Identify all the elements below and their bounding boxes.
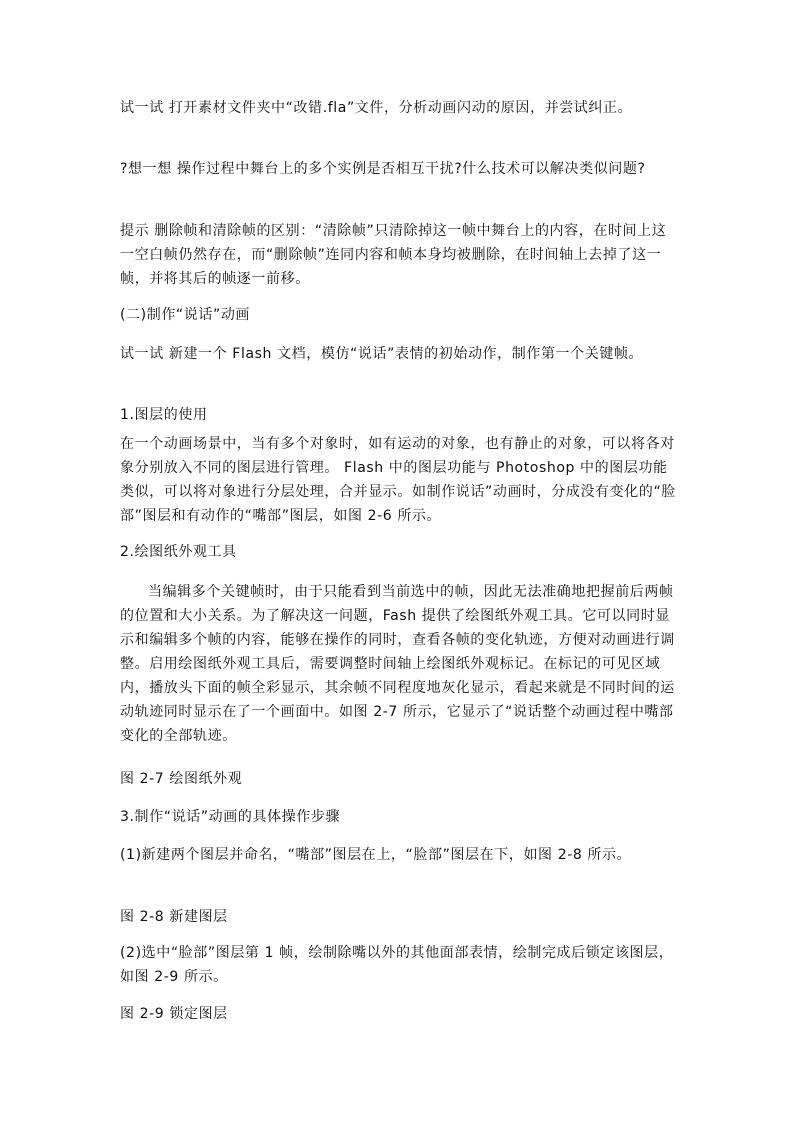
paragraph-layer-description: 在一个动画场景中，当有多个对象时，如有运动的对象，也有静止的对象，可以将各对象分别放入不同的图层进行管理。 Flash 中的图层功能与 Photoshop 中的图层功能类似，可以将对象进行分层处理，合并显示。如制作说话”动画时，分成没有变化的“脸部”图层和有动作的“嘴部”图层，如图 2-6 所示。 <box>120 436 676 524</box>
paragraph-think-instances: ?想一想 操作过程中舞台上的多个实例是否相互干扰?什么技术可以解决类似问题? <box>120 161 646 177</box>
paragraph-try-fix-flicker: 试一试 打开素材文件夹中“改错.fla”文件，分析动画闪动的原因，并尝试纠正。 <box>120 100 633 116</box>
subheading-onion-skin: 2.绘图纸外观工具 <box>120 544 237 560</box>
paragraph-tip-delete-clear-frame: 提示 删除帧和清除帧的区别：“清除帧”只清除掉这一帧中舞台上的内容，在时间上这一空白帧仍然存在，而“删除帧”连同内容和帧本身均被删除，在时间轴上去掉了这一帧，并将其后的帧逐一前移。 <box>120 223 667 287</box>
paragraph-step-2: (2)选中“脸部”图层第 1 帧，绘制除嘴以外的其他面部表情，绘制完成后锁定该图层，如图 2-9 所示。 <box>120 945 674 985</box>
paragraph-try-new-flash-doc: 试一试 新建一个 Flash 文档，模仿“说话”表情的初始动作，制作第一个关键帧。 <box>120 346 644 362</box>
figure-caption-2-9: 图 2-9 锁定图层 <box>120 1006 228 1022</box>
figure-caption-2-8: 图 2-8 新建图层 <box>120 909 228 925</box>
subheading-talk-steps: 3.制作“说话”动画的具体操作步骤 <box>120 809 341 825</box>
paragraph-onion-skin-description: 当编辑多个关键帧时，由于只能看到当前选中的帧，因此无法准确地把握前后两帧的位置和大小关系。为了解决这一问题，Fash 提供了绘图纸外观工具。它可以同时显示和编辑多个帧的内容，能够在操作的同时，查看各帧的变化轨迹，方便对动画进行调整。启用绘图纸外观工具后，需要调整时间轴上绘图纸外观标记。在标记的可见区域内，播放头下面的帧全彩显示，其余帧不同程度地灰化显示，看起来就是不同时间的运动轨迹同时显示在了一个画面中。如图 2-7 所示，它显示了“说话整个动画过程中嘴部变化的全部轨迹。 <box>120 584 675 744</box>
section-heading-talk-animation: (二)制作“说话”动画 <box>120 307 251 323</box>
subheading-layer-usage: 1.图层的使用 <box>120 407 208 423</box>
paragraph-step-1: (1)新建两个图层并命名，“嘴部”图层在上，“脸部”图层在下，如图 2-8 所示。 <box>120 847 632 863</box>
figure-caption-2-7: 图 2-7 绘图纸外观 <box>120 771 243 787</box>
